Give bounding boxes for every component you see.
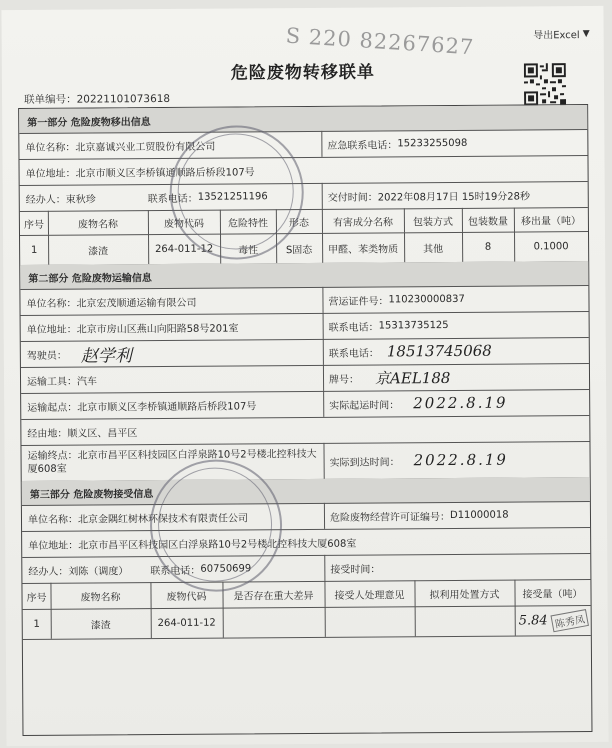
col-header: 移出量（吨） [520,215,581,227]
label: 单位地址： [25,168,76,180]
value: 北京市顺义区李桥镇通顺路后桥段107号 [77,400,257,414]
download-icon: ▼ [582,28,590,39]
plate-handwritten: 京AEL188 [374,368,451,388]
value: 北京市房山区燕山向阳路58号201室 [76,322,239,336]
label: 危险废物经营许可证编号： [329,511,451,524]
part1-handler [26,184,96,210]
label: 运输工具： [26,376,78,388]
value: 北京宏茂顺通运输有限公司 [76,297,197,310]
label: 运输终点： [27,450,78,462]
shipper-seal-inner [177,133,294,250]
label: 实际起运时间： [329,399,400,412]
part2-contact [329,312,449,339]
part2-vehicle [27,366,97,392]
cell: 0.1000 [533,240,569,252]
label: 单位名称： [26,298,77,310]
export-excel-button[interactable] [533,26,590,41]
arrive-time-handwritten: 2022.8.19 [413,450,508,470]
label: 经办人： [28,566,69,578]
col-header: 废物代码 [166,591,207,603]
part2-plate [329,364,451,391]
label: 联系电话： [328,347,379,360]
cell: 1 [33,618,40,630]
part3-receive-time [330,554,380,580]
part1-handover-time [328,181,530,208]
col-header: 是否存在重大差异 [233,590,314,603]
driver-signature: 赵学利 [80,345,132,367]
col-header: 危险特性 [227,217,268,230]
part2-start-time [329,390,508,417]
received-quantity-handwritten: 5.84 [518,612,548,629]
waybill-paper [1,6,608,746]
cell: 漆渣 [90,619,111,632]
value: 北京市昌平区科技园区白浮泉路10号2号楼北控科技大厦608室 [27,448,317,475]
part2-heading: 第二部分 危险废物运输信息 [28,272,152,285]
part2-via [27,418,137,445]
cell: 毒性 [238,244,259,256]
cell: 甲醛、苯类物质 [328,243,399,256]
cell: 漆渣 [88,245,109,258]
value: 束秋珍 [65,193,96,206]
value: 15233255098 [397,137,468,149]
label: 联系电话： [147,193,198,205]
col-header: 接受量（吨） [522,588,583,600]
waybill-number-value: 20221101073618 [76,92,171,106]
part2-unit-name [26,288,196,315]
cell: 264-011-12 [155,243,214,255]
label: 驾驶员： [26,350,67,362]
part1-emergency-phone [327,130,467,157]
value: 110230000837 [388,293,465,305]
value: 刘陈（调度） [68,565,129,578]
col-header: 废物名称 [80,591,121,604]
cell [415,606,515,637]
label: 营运证件号： [328,295,389,308]
value: D11000018 [449,509,509,521]
cell [223,607,325,638]
value: 15313735125 [378,319,449,331]
receiver-signature-stamp: 陈秀凤 [550,609,588,632]
col-header: 废物代码 [163,218,204,230]
col-header: 包装方式 [412,216,453,228]
export-excel-label: 导出Excel [533,30,580,42]
waybill-number-label: 联单编号： [24,93,77,106]
value: 北京市昌平区科技园区白浮泉路10号2号楼北控科技大厦608室 [78,538,357,552]
label: 单位地址： [28,540,79,552]
col-header: 有害成分名称 [332,216,393,229]
label: 单位名称： [27,514,79,526]
col-header: 包装数量 [467,216,508,228]
part3-handler [28,556,128,583]
value: 顺义区、昌平区 [67,427,138,440]
cell: 264-011-12 [157,617,216,629]
waybill-form [18,104,592,736]
part1-heading: 第一部分 危险废物移出信息 [27,116,151,129]
qr-code-icon [524,61,566,107]
value: 汽车 [76,375,98,388]
label: 单位地址： [26,324,77,336]
driver-phone-handwritten: 18513745068 [386,341,492,361]
cell: 8 [484,241,492,253]
col-header: 废物名称 [77,218,118,231]
start-time-handwritten: 2022.8.19 [413,393,508,413]
part2-start [27,391,256,419]
waybill-number [24,91,170,107]
part2-arrive-time [329,442,508,479]
label: 实际到达时间： [329,456,400,469]
cell: 1 [30,244,38,256]
value: 北京嘉诚兴业工贸股份有限公司 [75,141,216,154]
part2-driver-phone [329,338,492,365]
part3-permit [330,502,509,529]
label: 应急联系电话： [327,139,398,152]
col-header: 序号 [23,219,44,231]
serial-number: S 220 82267627 [285,23,475,60]
value: 2022年08月17日 15时19分28秒 [377,190,531,203]
label: 交付时间： [327,191,378,204]
col-header: 接受人处理意见 [334,589,405,602]
label: 牌号： [328,374,360,386]
label: 经办人： [25,194,66,206]
label: 运输起点： [27,402,78,414]
value: 北京金隅红树林环保技术有限责任公司 [77,512,249,526]
cell [325,606,415,637]
document-title: 危险废物转移联单 [230,62,375,84]
label: 经由地： [27,428,68,440]
value: 60750699 [200,562,252,575]
col-header: 序号 [26,592,47,604]
received-quantity [519,605,591,636]
part2-end-row [21,441,589,482]
cell: 其他 [423,243,444,255]
receiver-seal-inner [158,467,273,582]
value: 13521251196 [197,190,268,203]
part2-address [27,313,239,340]
label: 联系电话： [150,565,201,577]
table-row [23,605,591,640]
part3-heading: 第三部分 危险废物接受信息 [29,488,154,501]
part2-driver [27,340,132,367]
label: 联系电话： [328,321,379,334]
cell: S固态 [285,244,313,256]
value: 北京市顺义区李桥镇通顺路后桥段107号 [75,166,255,180]
col-header: 形态 [288,217,309,229]
label: 接受时间： [330,563,381,576]
part2-license [328,286,465,313]
label: 单位名称： [25,142,76,154]
col-header: 拟利用处置方式 [429,589,500,601]
